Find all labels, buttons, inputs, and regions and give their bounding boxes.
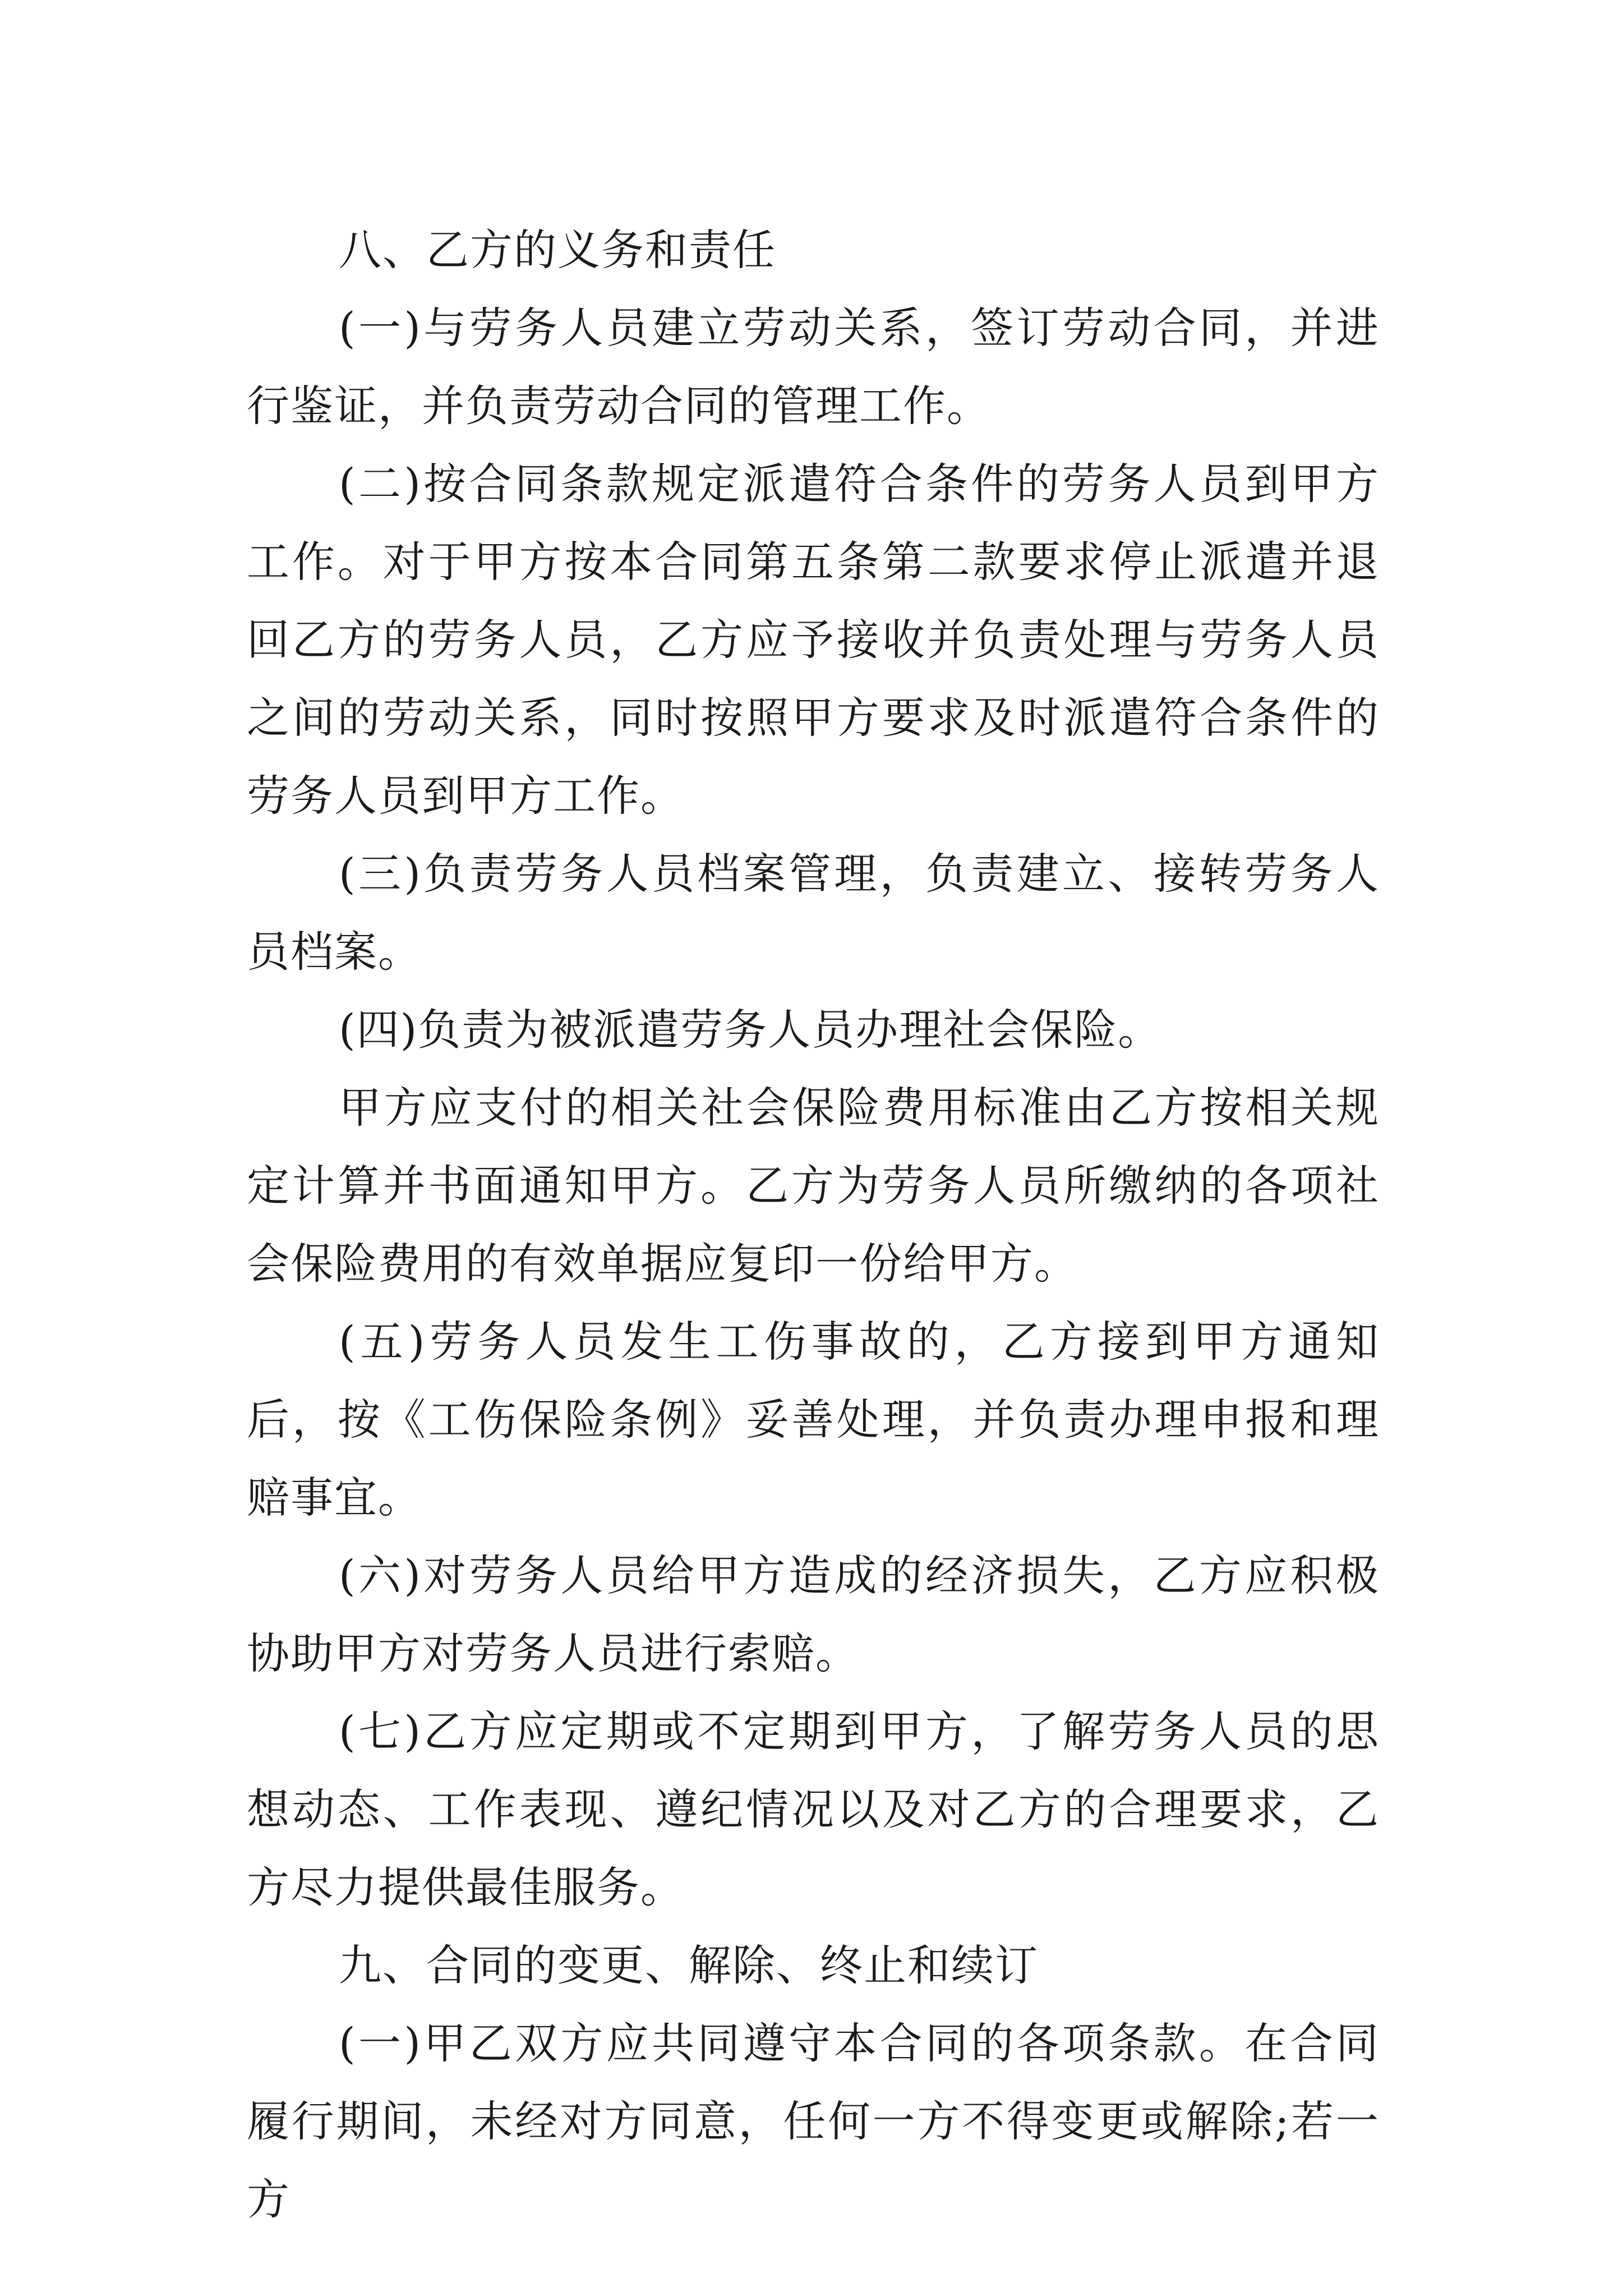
paragraph: (一)甲乙双方应共同遵守本合同的各项条款。在合同履行期间，未经对方同意，任何一方不得变更或解除;若一方 [247, 2018, 1380, 2224]
paragraph: (三)负责劳务人员档案管理，负责建立、接转劳务人员档案。 [247, 849, 1380, 977]
paragraph: (七)乙方应定期或不定期到甲方，了解劳务人员的思想动态、工作表现、遵纪情况以及对乙方的合理要求，乙方尽力提供最佳服务。 [247, 1706, 1380, 1912]
paragraph: (二)按合同条款规定派遣符合条件的劳务人员到甲方工作。对于甲方按本合同第五条第二款要求停止派遣并退回乙方的劳务人员，乙方应予接收并负责处理与劳务人员之间的劳动关系，同时按照甲方要求及时派遣符合条件的劳务人员到甲方工作。 [247, 459, 1380, 821]
paragraph: (四)负责为被派遣劳务人员办理社会保险。 [339, 1005, 1162, 1055]
paragraph: (五)劳务人员发生工伤事故的，乙方接到甲方通知后，按《工伤保险条例》妥善处理，并负责办理申报和理赔事宜。 [247, 1317, 1380, 1522]
paragraph: 甲方应支付的相关社会保险费用标准由乙方按相关规定计算并书面通知甲方。乙方为劳务人员所缴纳的各项社会保险费用的有效单据应复印一份给甲方。 [247, 1083, 1380, 1289]
section-heading: 八、乙方的义务和责任 [339, 225, 776, 275]
document-body [247, 211, 1380, 2238]
section-heading: 九、合同的变更、解除、终止和续订 [339, 1940, 1039, 1990]
paragraph: (六)对劳务人员给甲方造成的经济损失，乙方应积极协助甲方对劳务人员进行索赔。 [247, 1550, 1380, 1678]
paragraph: (一)与劳务人员建立劳动关系，签订劳动合同，并进行鉴证，并负责劳动合同的管理工作。 [247, 303, 1380, 431]
